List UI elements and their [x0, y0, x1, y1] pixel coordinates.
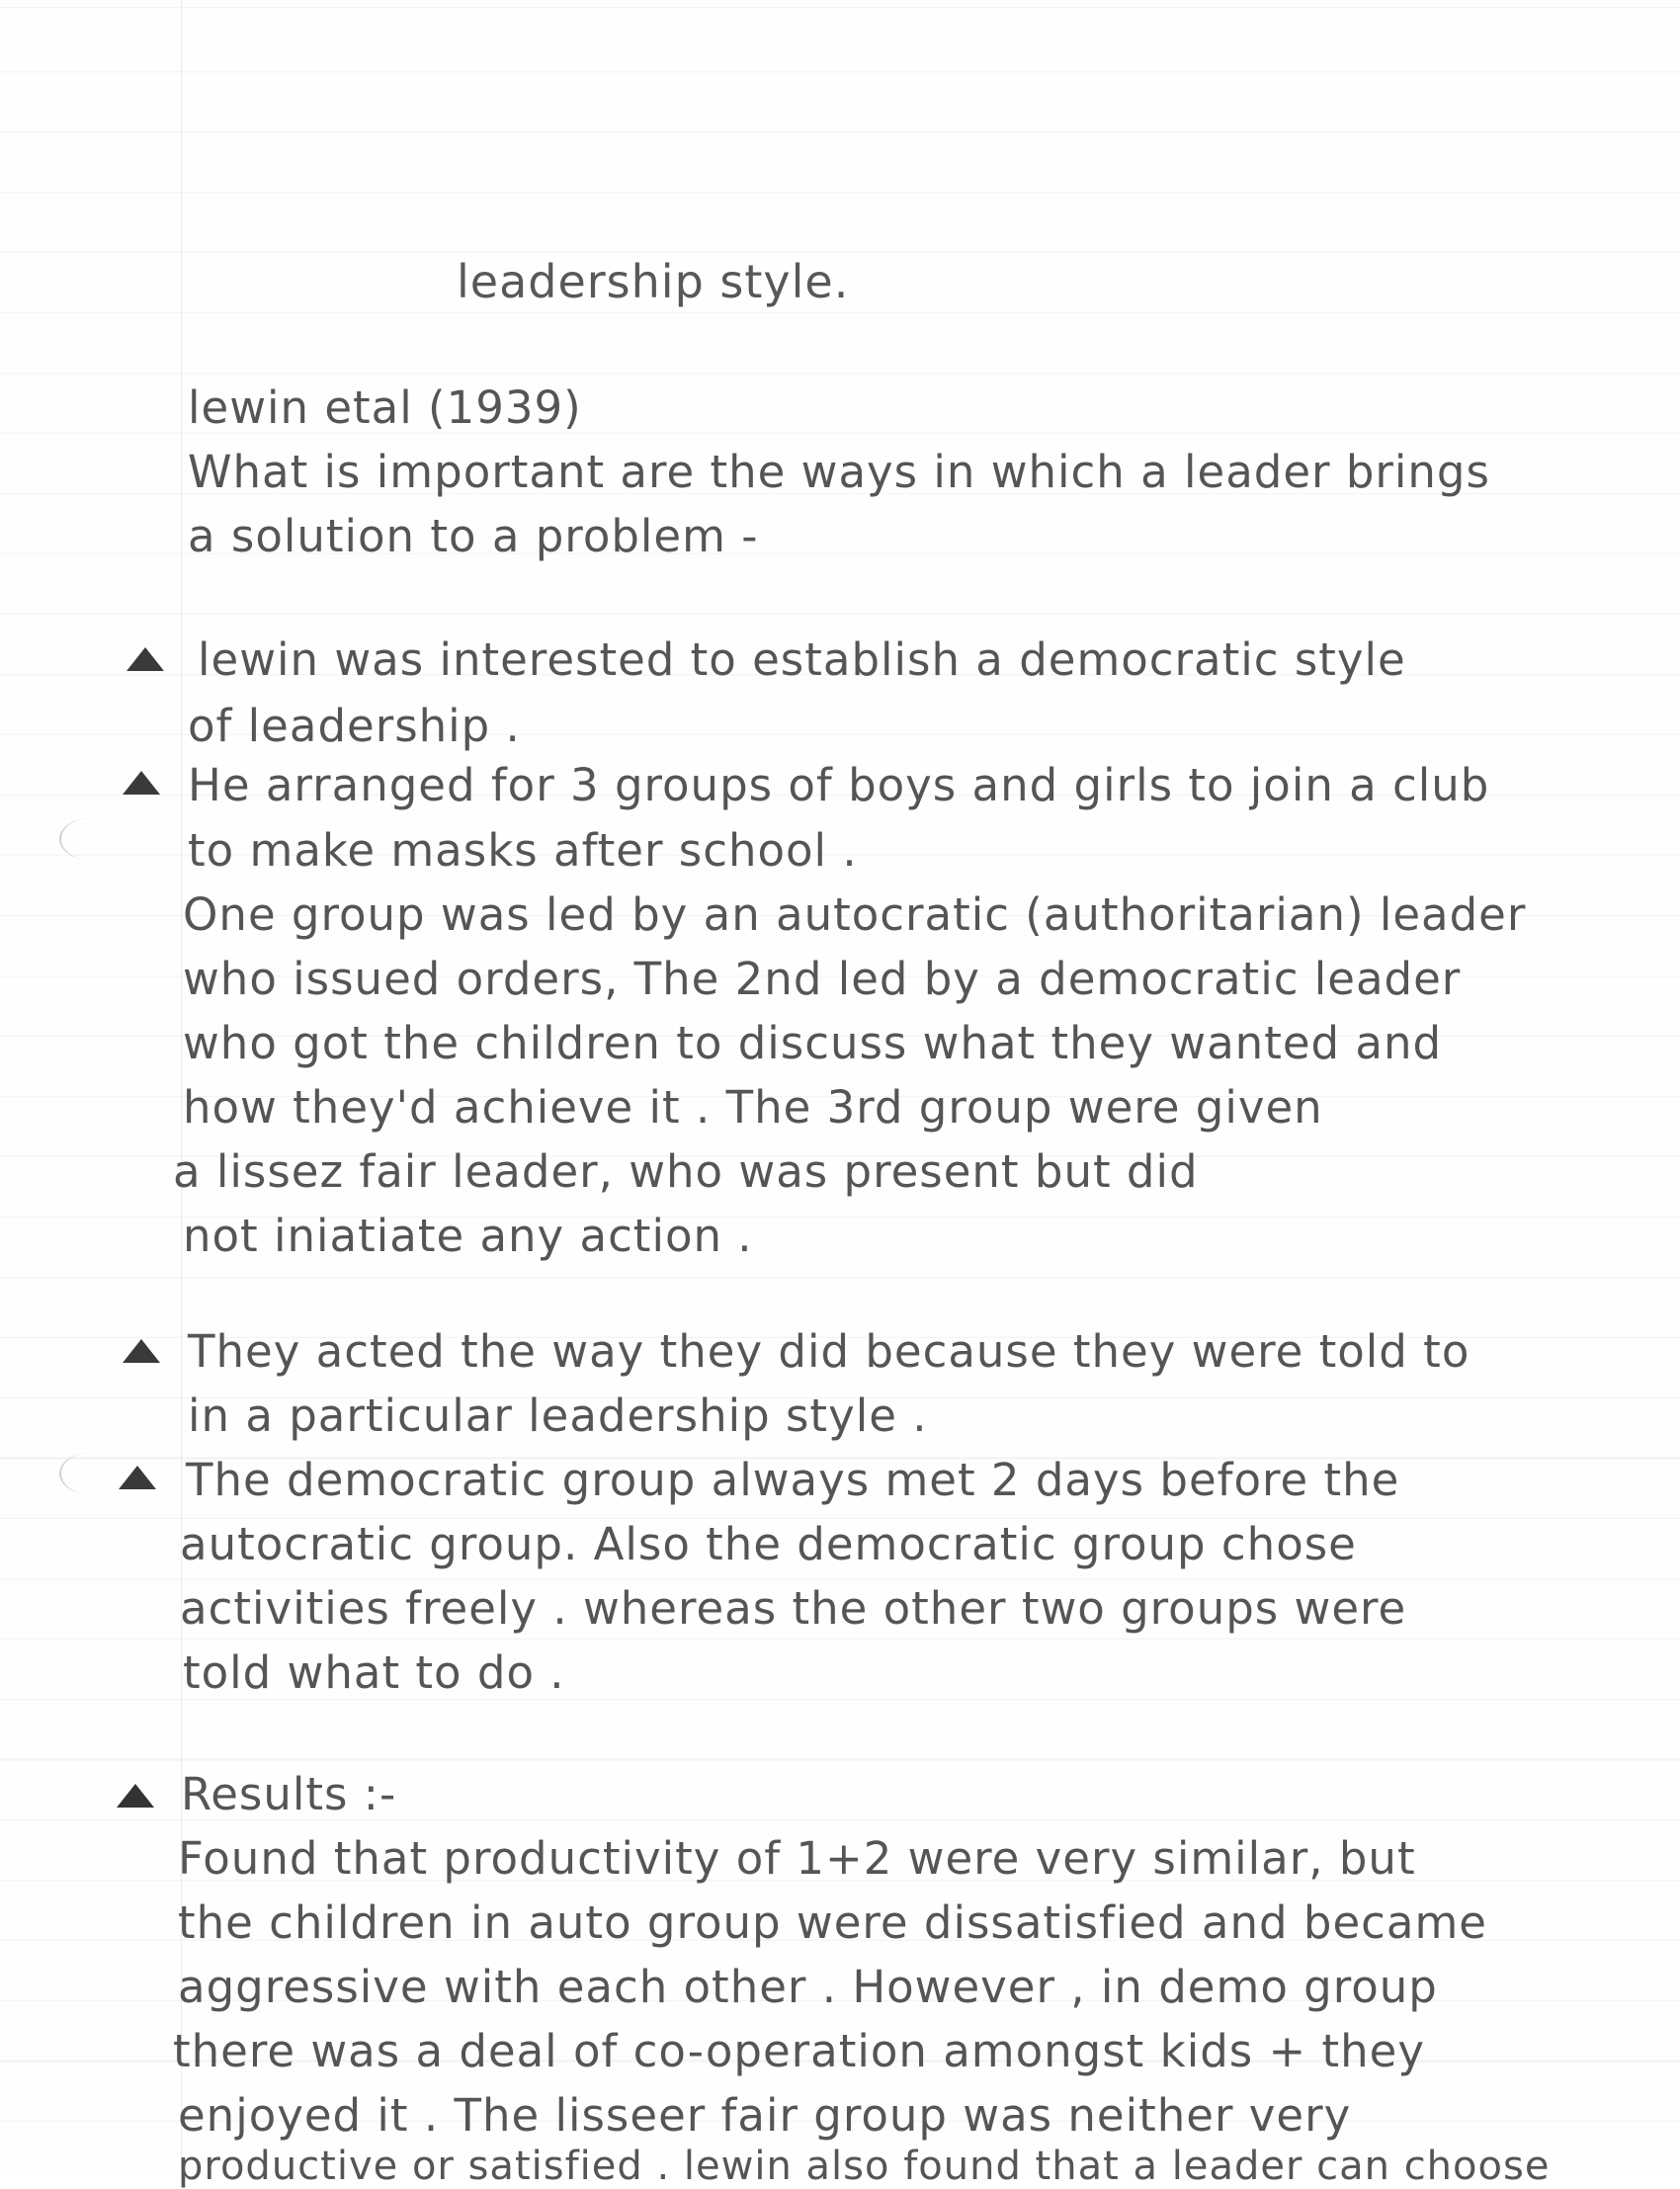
results-line: enjoyed it . The lisseer fair group was neither very	[178, 2089, 1352, 2142]
bullet-line: The democratic group always met 2 days before the	[186, 1454, 1400, 1506]
triangle-bullet-icon	[117, 1784, 154, 1808]
results-line: productive or satisfied . lewin also found that a leader can choose	[178, 2144, 1551, 2189]
bullet-line: He arranged for 3 groups of boys and girls to join a club	[188, 759, 1490, 811]
triangle-bullet-icon	[126, 647, 164, 671]
bullet-line: to make masks after school .	[188, 824, 858, 877]
paragraph-line: how they'd achieve it . The 3rd group were given	[183, 1081, 1323, 1134]
intro-line: What is important are the ways in which a leader brings	[188, 446, 1490, 498]
paragraph-line: a lissez fair leader, who was present but did	[173, 1145, 1199, 1198]
punch-hole-mark	[59, 1453, 121, 1494]
bullet-line: in a particular leadership style .	[188, 1389, 928, 1442]
triangle-bullet-icon	[123, 771, 160, 795]
page-title: leadership style.	[457, 255, 850, 308]
results-line: the children in auto group were dissatisfied and became	[178, 1896, 1487, 1949]
bullet-line: told what to do .	[183, 1646, 565, 1699]
paragraph-line: who got the children to discuss what they wanted and	[183, 1017, 1443, 1069]
punch-hole-mark	[59, 818, 121, 860]
bullet-line: They acted the way they did because they were told to	[188, 1325, 1470, 1378]
triangle-bullet-icon	[123, 1339, 160, 1363]
bullet-line: lewin was interested to establish a democratic style	[198, 633, 1406, 686]
results-line: Found that productivity of 1+2 were very similar, but	[178, 1832, 1416, 1885]
paragraph-line: who issued orders, The 2nd led by a democratic leader	[183, 953, 1462, 1005]
results-heading: Results :-	[181, 1768, 397, 1820]
results-line: there was a deal of co-operation amongst kids + they	[173, 2025, 1425, 2077]
bullet-line: of leadership .	[188, 700, 521, 752]
paragraph-line: One group was led by an autocratic (authoritarian) leader	[183, 888, 1527, 941]
paragraph-line: not iniatiate any action .	[183, 1210, 753, 1262]
results-line: aggressive with each other . However , in demo group	[178, 1961, 1438, 2013]
intro-line: a solution to a problem -	[188, 510, 759, 562]
bullet-line: autocratic group. Also the democratic group chose	[180, 1518, 1357, 1570]
citation: lewin etal (1939)	[188, 381, 582, 434]
bullet-line: activities freely . whereas the other two groups were	[180, 1582, 1407, 1635]
triangle-bullet-icon	[119, 1466, 156, 1489]
